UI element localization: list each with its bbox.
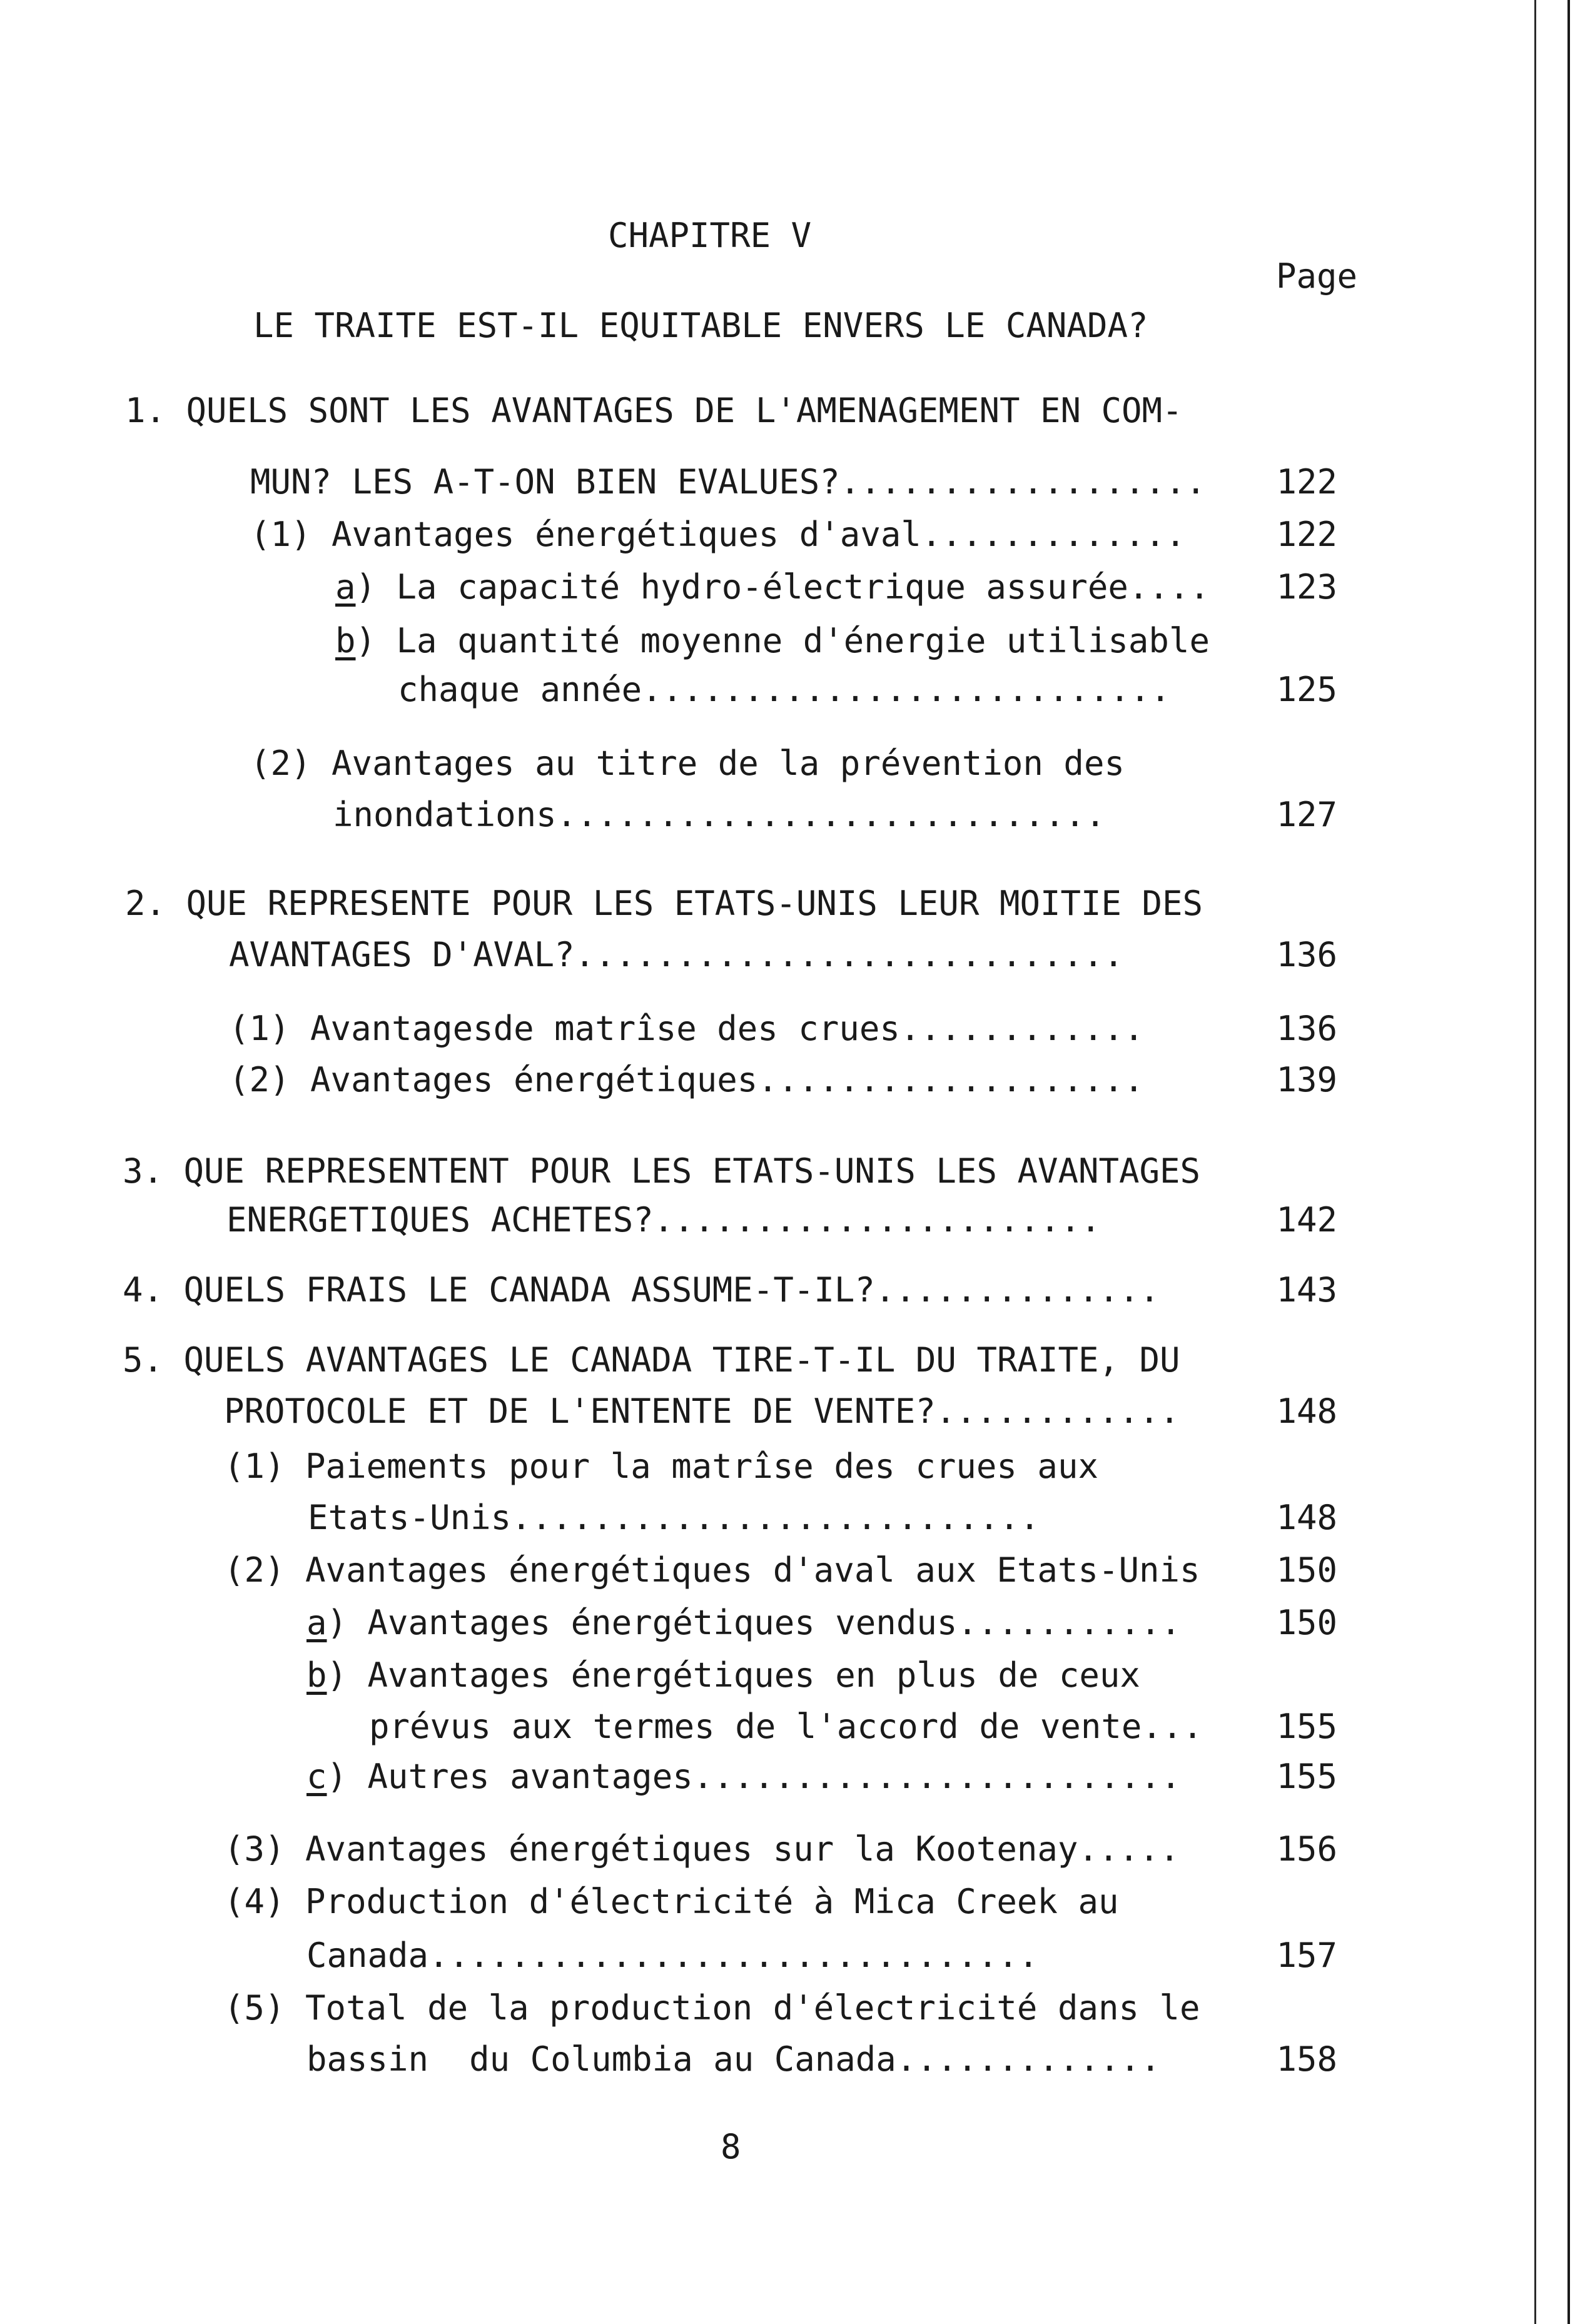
toc-row-16: 5. QUELS AVANTAGES LE CANADA TIRE-T-IL DU TRAITE, DU [123,1340,1180,1380]
toc-page: 143 [1276,1270,1337,1310]
toc-page: 150 [1276,1550,1337,1590]
page-number: 8 [721,2127,741,2166]
toc-row-28: (5) Total de la production d'électricité dans le [224,1988,1200,2028]
toc-row-15: 4. QUELS FRAIS LE CANADA ASSUME-T-IL?.............. [123,1270,1160,1310]
toc-row-17: PROTOCOLE ET DE L'ENTENTE DE VENTE?............ [224,1392,1180,1431]
toc-row-14: ENERGETIQUES ACHETES?...................... [226,1200,1101,1240]
item-letter: c [306,1757,327,1796]
item-letter: a [306,1603,327,1642]
toc-row-6: chaque année.......................... [398,670,1171,709]
toc-row-12: (2) Avantages énergétiques................... [229,1060,1144,1099]
toc-page: 139 [1276,1060,1337,1099]
toc-page: 158 [1276,2039,1337,2079]
toc-page: 142 [1276,1200,1337,1240]
toc-row-25: (3) Avantages énergétiques sur la Kootenay..... [224,1829,1180,1869]
toc-row-20: (2) Avantages énergétiques d'aval aux Etats-Unis [224,1550,1200,1590]
toc-row-21 [306,1603,1181,1642]
toc-row-2: MUN? LES A-T-ON BIEN EVALUES?.................. [250,462,1207,502]
toc-row-22 [306,1655,1140,1695]
toc-row-10: AVANTAGES D'AVAL?........................... [229,935,1124,974]
page-column-heading: Page [1276,256,1358,296]
item-letter: b [335,621,356,660]
toc-row-26: (4) Production d'électricité à Mica Creek au [224,1882,1119,1921]
item-text: ) Avantages énergétiques vendus........... [327,1603,1181,1642]
item-text: ) Autres avantages........................ [327,1757,1181,1796]
right-binding-rule [1534,0,1536,2324]
toc-row-11: (1) Avantagesde matrîse des crues............ [229,1009,1144,1048]
toc-row-4 [335,567,1210,607]
item-text: ) Avantages énergétiques en plus de ceux [327,1655,1140,1695]
toc-page: 148 [1276,1392,1337,1431]
toc-page: 150 [1276,1603,1337,1642]
toc-row-7: (2) Avantages au titre de la prévention des [250,744,1125,783]
toc-row-24 [306,1757,1181,1796]
toc-row-19: Etats-Unis.......................... [308,1498,1040,1537]
toc-row-3: (1) Avantages énergétiques d'aval............. [250,515,1186,554]
item-text: ) La capacité hydro-électrique assurée.... [355,567,1210,607]
toc-page: 155 [1276,1707,1337,1746]
item-letter: a [335,567,356,607]
toc-page: 136 [1276,1009,1337,1048]
toc-page: 157 [1276,1936,1337,1975]
item-text: ) La quantité moyenne d'énergie utilisable [355,621,1210,660]
toc-row-8: inondations........................... [333,795,1106,834]
toc-row-23: prévus aux termes de l'accord de vente... [369,1707,1203,1746]
toc-row-29: bassin du Columbia au Canada............. [306,2039,1161,2079]
toc-page: 122 [1276,462,1337,502]
toc-row-5 [335,621,1210,660]
toc-page: 123 [1276,567,1337,607]
toc-row-1: 1. QUELS SONT LES AVANTAGES DE L'AMENAGEMENT EN COM- [125,391,1183,430]
toc-row-27: Canada.............................. [306,1936,1039,1975]
right-binding-rule-outer [1567,0,1570,2324]
toc-page: 156 [1276,1829,1337,1869]
toc-page: 148 [1276,1498,1337,1537]
item-letter: b [306,1655,327,1695]
toc-page: 125 [1276,670,1337,709]
toc-page: 122 [1276,515,1337,554]
toc-row-18: (1) Paiements pour la matrîse des crues aux [224,1447,1098,1486]
toc-page: 136 [1276,935,1337,974]
toc-row-13: 3. QUE REPRESENTENT POUR LES ETATS-UNIS LES AVANTAGES [123,1151,1201,1191]
chapter-heading: CHAPITRE V [608,216,812,255]
toc-page: 127 [1276,795,1337,834]
toc-row-9: 2. QUE REPRESENTE POUR LES ETATS-UNIS LEUR MOITIE DES [125,884,1203,923]
chapter-title: LE TRAITE EST-IL EQUITABLE ENVERS LE CANADA? [253,306,1148,345]
toc-page: 155 [1276,1757,1337,1796]
